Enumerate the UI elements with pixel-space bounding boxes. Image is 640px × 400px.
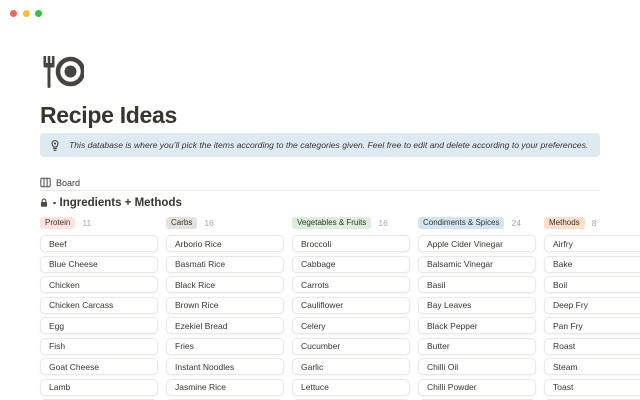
board-card[interactable]: Lettuce <box>292 379 410 396</box>
board-card[interactable]: Arborio Rice <box>166 235 284 252</box>
board-card[interactable]: Chicken <box>40 276 158 293</box>
board-card[interactable]: Chicken Carcass <box>40 297 158 314</box>
board-card[interactable]: Broccoli <box>292 235 410 252</box>
board <box>40 217 640 400</box>
close-button[interactable] <box>10 10 17 17</box>
board-card[interactable]: Egg <box>40 317 158 334</box>
lightbulb-icon <box>50 139 60 152</box>
column-name-pill[interactable]: Vegetables & Fruits <box>292 217 371 229</box>
tab-board[interactable] <box>40 177 80 188</box>
board-card[interactable]: Celery <box>292 317 410 334</box>
board-card[interactable]: Cabbage <box>292 256 410 273</box>
board-card[interactable]: Instant Noodles <box>166 358 284 375</box>
board-card[interactable]: Balsamic Vinegar <box>418 256 536 273</box>
board-card[interactable]: Blue Cheese <box>40 256 158 273</box>
board-card[interactable]: Chilli Powder <box>418 379 536 396</box>
column-count: 11 <box>82 218 92 228</box>
window-controls <box>10 10 42 17</box>
board-card[interactable]: Brown Rice <box>166 297 284 314</box>
board-card[interactable]: Lamb <box>40 379 158 396</box>
board-card[interactable]: Basil <box>418 276 536 293</box>
database-title-row <box>40 197 182 209</box>
board-card[interactable]: Chilli Oil <box>418 358 536 375</box>
board-card[interactable]: Pan Fry <box>544 317 640 334</box>
board-column-header <box>544 217 640 229</box>
board-card[interactable]: Fish <box>40 338 158 355</box>
board-card[interactable]: Jasmine Rice <box>166 379 284 396</box>
board-card[interactable]: Bay Leaves <box>418 297 536 314</box>
column-name-pill[interactable]: Methods <box>544 217 585 229</box>
zoom-button[interactable] <box>35 10 42 17</box>
view-tabbar <box>40 176 80 189</box>
lock-icon <box>40 198 48 208</box>
board-card[interactable]: Cucumber <box>292 338 410 355</box>
board-card[interactable]: Beef <box>40 235 158 252</box>
board-column-header <box>292 217 410 229</box>
board-card[interactable]: Black Pepper <box>418 317 536 334</box>
board-card[interactable]: Butter <box>418 338 536 355</box>
column-name-pill[interactable]: Carbs <box>166 217 197 229</box>
board-view-icon <box>40 177 51 188</box>
column-count: 16 <box>204 218 214 228</box>
column-name-pill[interactable]: Protein <box>40 217 75 229</box>
minimize-button[interactable] <box>23 10 30 17</box>
page-title: Recipe Ideas <box>40 102 178 128</box>
board-card[interactable]: Steam <box>544 358 640 375</box>
database-title: Ingredients + Methods <box>59 197 182 209</box>
column-count: 8 <box>591 218 597 228</box>
board-card[interactable]: Toast <box>544 379 640 396</box>
board-card[interactable]: Boil <box>544 276 640 293</box>
board-card[interactable]: Garlic <box>292 358 410 375</box>
board-card[interactable]: Apple Cider Vinegar <box>418 235 536 252</box>
lock-bullet <box>53 202 56 205</box>
board-card[interactable]: Goat Cheese <box>40 358 158 375</box>
board-card[interactable]: Roast <box>544 338 640 355</box>
board-column-header <box>166 217 284 229</box>
board-card[interactable]: Black Rice <box>166 276 284 293</box>
column-count: 16 <box>378 218 388 228</box>
tab-board-label: Board <box>56 177 81 188</box>
board-card[interactable]: Bake <box>544 256 640 273</box>
callout[interactable] <box>40 133 600 157</box>
board-column-header <box>40 217 158 229</box>
board-column-header <box>418 217 536 229</box>
board-card[interactable]: Airfry <box>544 235 640 252</box>
board-card[interactable]: Deep Fry <box>544 297 640 314</box>
board-card[interactable]: Carrots <box>292 276 410 293</box>
board-card[interactable]: Cauliflower <box>292 297 410 314</box>
board-column <box>418 217 536 400</box>
page-icon[interactable] <box>40 53 84 91</box>
fork-and-plate-icon <box>40 53 84 91</box>
callout-text: This database is where you’ll pick the items according to the categories given. Feel free to edit and delete according to your preferences. <box>69 140 589 150</box>
board-card[interactable]: Fries <box>166 338 284 355</box>
column-name-pill[interactable]: Condiments & Spices <box>418 217 504 229</box>
tabbar-divider <box>40 190 600 191</box>
board-column <box>166 217 284 400</box>
board-column <box>40 217 158 400</box>
board-column <box>292 217 410 400</box>
column-count: 24 <box>511 218 521 228</box>
board-card[interactable]: Basmati Rice <box>166 256 284 273</box>
board-card[interactable]: Ezekiel Bread <box>166 317 284 334</box>
board-column <box>544 217 640 400</box>
